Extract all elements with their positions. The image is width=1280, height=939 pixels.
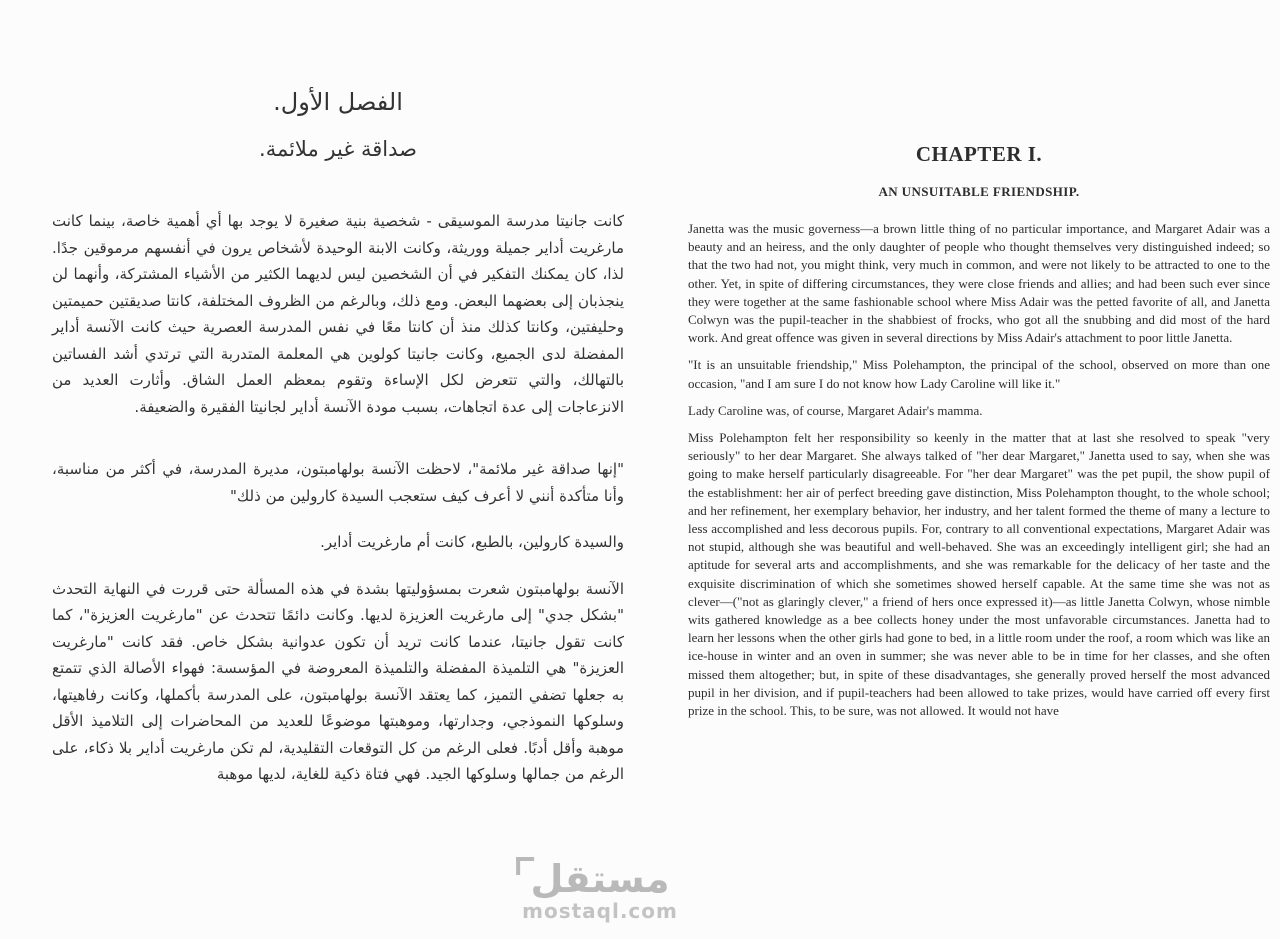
english-paragraph: "It is an unsuitable friendship," Miss Polehampton, the principal of the school, observed on more than one occasion, "and I am sure I do not know how Lady Caroline will like it." [688, 357, 1270, 391]
arabic-paragraph: والسيدة كارولين، بالطبع، كانت أم مارغريت أداير. [320, 533, 624, 551]
english-paragraph: Miss Polehampton felt her responsibility so keenly in the matter that at last she resolved to speak "very seriously" to her dear Margaret. She always talked of "her dear Margaret," Janetta used to say, when she was going to make herself particularly disagreeable. For "her dear Margaret" was the pet pupil, the show pupil of the establishment: her air of perfect breeding gave distinction, Miss Polehampton thought, to the whole school; and her refinement, her exemplary behavior, her industry, and her talent formed the theme of many a lecture to less accomplished and less decorous pupils. For, contrary to all conventional expectations, Margaret Adair was not stupid, although she was beautiful and well-behaved. She was an exceedingly intelligent girl; she had an aptitude for several arts and accomplishments, and she was remarkable for the delicacy of her taste and the exquisite discrimination of which she sometimes showed herself capable. At the same time she was not as clever—("not as glaringly clever," a friend of hers once expressed it)—as little Janetta Colwyn, whose nimble wits gathered knowledge as a bee collects honey under the most unfavorable circumstances. Janetta had to learn her lessons when the other girls had gone to bed, in a little room under the roof, a room which was like an ice-house in winter and an oven in summer; she was never able to be in time for her classes, and she often missed them altogether; but, in spite of these disadvantages, she generally proved herself the most advanced pupil in her division, and if pupil-teachers had been allowed to take prizes, would have carried off every first prize in the school. This, to be sure, was not allowed. It would not have [688, 430, 1270, 719]
watermark-site-text: mostaql.com [522, 899, 678, 923]
watermark [522, 859, 678, 923]
english-page [688, 142, 1270, 720]
arabic-paragraph: الآنسة بولهامبتون شعرت بمسؤوليتها بشدة في هذه المسألة حتى قررت في النهاية التحدث "بشكل جدي" إلى مارغريت العزيزة لديها. وكانت دائمًا تتحدث عن "مارغريت العزيزة"، كما كانت تقول جانيتا، عندما كانت تريد أن تكون عدوانية بشكل خاص. فقد كانت "مارغريت العزيزة" هي التلميذة المفضلة والتلميذة المعروضة في المؤسسة: فهواء الأصالة الذي تتمتع به جعلها تضفي التميز، كما يعتقد الآنسة بولهامبتون، على المدرسة بأكملها، وكانت رفاهيتها، وسلوكها النموذجي، وجدارتها، وموهبتها موضوعًا للعديد من المحاضرات إلى التلاميذ الأقل موهبة وأقل أدبًا. فعلى الرغم من كل التوقعات التقليدية، لم تكن مارغريت أداير بلا ذكاء، على الرغم من جمالها وسلوكها الجيد. فهي فتاة ذكية للغاية، لديها موهبة [52, 579, 624, 783]
chapter-title: CHAPTER I. [915, 142, 1043, 166]
chapter-title-arabic: الفصل الأول. [273, 88, 403, 116]
arabic-page [52, 86, 624, 788]
arabic-paragraph: "إنها صداقة غير ملائمة"، لاحظت الآنسة بولهامبتون، مديرة المدرسة، في أكثر من مناسبة، وأنا متأكدة أنني لا أعرف كيف ستعجب السيدة كارولين من ذلك" [52, 460, 624, 505]
arabic-paragraph: كانت جانيتا مدرسة الموسيقى - شخصية بنية صغيرة لا يوجد بها أي أهمية خاصة، بينما كانت مارغريت أداير جميلة ووريثة، وكانت الابنة الوحيدة لأشخاص يرون في أنفسهم مرموقين جدًا. لذا، كان يمكنك التفكير في أن الشخصين ليس لديهما الكثير من الأشياء المشتركة، وأنهما لن ينجذبان إلى بعضهما البعض. ومع ذلك، وبالرغم من الظروف المختلفة، كانتا صديقتين حميمتين وحليفتين، وكانتا كذلك منذ أن كانتا معًا في نفس المدرسة العصرية حيث كانت الآنسة أداير المفضلة لدى الجميع، وكانت جانيتا كولوين هي المعلمة المتدربة التي ترتدي أشد الفساتين بالتهالك، والتي تتعرض لكل الإساءة وتقوم بمعظم العمل الشاق. وأثارت العديد من الانزعاجات إلى عدة اتجاهات، بسبب مودة الآنسة أداير لجانيتا الفقيرة والضعيفة. [52, 212, 624, 416]
english-paragraph: Janetta was the music governess—a brown little thing of no particular importance, and Margaret Adair was a beauty and an heiress, and the only daughter of people who thought themselves very distinguished indeed; so that the two had not, you might think, very much in common, and were not likely to be attracted to one to the other. Yet, in spite of differing circumstances, they were close friends and allies; and had been such ever since they were together at the same fashionable school where Miss Adair was the petted favorite of all, and Janetta Colwyn was the pupil-teacher in the shabbiest of frocks, who got all the snubbing and did most of the hard work. And great offence was given in several directions by Miss Adair's attachment to poor little Janetta. [688, 221, 1270, 346]
chapter-subtitle: AN UNSUITABLE FRIENDSHIP. [878, 184, 1080, 199]
mostaql-logo: مستقل [523, 859, 678, 899]
english-paragraph: Lady Caroline was, of course, Margaret Adair's mamma. [688, 402, 983, 418]
chapter-subtitle-arabic: صداقة غير ملائمة. [259, 137, 417, 161]
arabic-body [52, 208, 624, 788]
english-body [688, 220, 1270, 720]
